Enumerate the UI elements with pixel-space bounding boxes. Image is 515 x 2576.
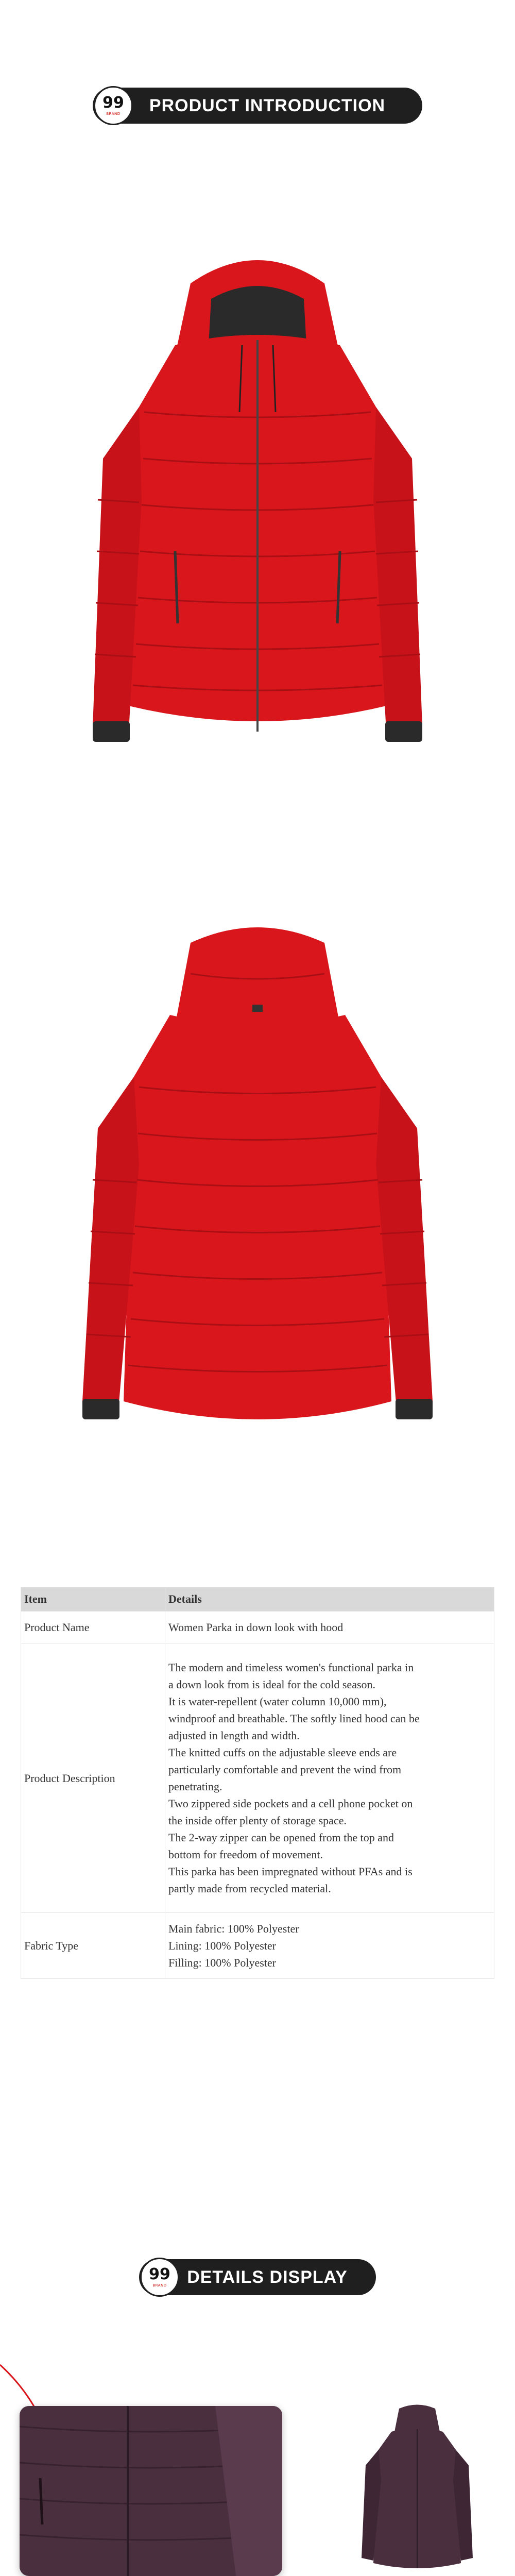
description-line: windproof and breathable. The softly lined hood can be xyxy=(168,1712,420,1725)
product-name-value: Women Parka in down look with hood xyxy=(165,1612,494,1643)
details-display-header xyxy=(139,2259,376,2295)
brand-badge-number: 99 xyxy=(102,94,124,112)
description-line: The knitted cuffs on the adjustable sleeve ends are xyxy=(168,1746,397,1759)
section-title-intro: PRODUCT INTRODUCTION xyxy=(149,95,386,115)
brand-badge xyxy=(140,2258,179,2297)
table-row xyxy=(21,1913,494,1979)
red-parka-front-image xyxy=(72,242,443,799)
table-row xyxy=(21,1643,494,1913)
brand-badge-subtitle: BRAND xyxy=(106,112,121,116)
table-row xyxy=(21,1612,494,1643)
description-line: The modern and timeless women's functional parka in xyxy=(168,1661,414,1674)
description-line: It is water-repellent (water column 10,000 mm), xyxy=(168,1695,387,1708)
section-title-details: DETAILS DISPLAY xyxy=(187,2267,348,2287)
plum-fabric-closeup xyxy=(20,2406,282,2576)
red-parka-back-image xyxy=(62,922,453,1463)
description-line: particularly comfortable and prevent the wind from xyxy=(168,1763,402,1776)
description-line: the inside offer plenty of storage space. xyxy=(168,1814,347,1827)
fabric-line: Main fabric: 100% Polyester xyxy=(168,1922,299,1935)
brand-badge-subtitle: BRAND xyxy=(152,2283,167,2287)
description-line: Two zippered side pockets and a cell phone pocket on xyxy=(168,1797,413,1810)
product-details-table xyxy=(21,1587,494,1979)
brand-badge-number: 99 xyxy=(149,2265,170,2283)
description-line: The 2-way zipper can be opened from the top and xyxy=(168,1831,394,1844)
product-thumb-plum xyxy=(355,2403,479,2576)
table-header-item: Item xyxy=(21,1587,165,1612)
description-line: adjusted in length and width. xyxy=(168,1729,300,1742)
brand-badge xyxy=(94,86,133,125)
product-description-label: Product Description xyxy=(21,1643,165,1913)
table-header-row xyxy=(21,1587,494,1612)
fabric-line: Filling: 100% Polyester xyxy=(168,1956,276,1969)
description-line: partly made from recycled material. xyxy=(168,1882,331,1895)
product-description-value xyxy=(165,1643,494,1913)
product-introduction-header xyxy=(93,88,422,124)
detail-closeup-plum xyxy=(20,2406,282,2576)
fabric-type-label: Fabric Type xyxy=(21,1913,165,1979)
table-header-details: Details xyxy=(165,1587,494,1612)
product-name-label: Product Name xyxy=(21,1612,165,1643)
product-image-front xyxy=(0,242,515,799)
fabric-line: Lining: 100% Polyester xyxy=(168,1939,276,1952)
description-line: penetrating. xyxy=(168,1780,222,1793)
fabric-type-value xyxy=(165,1913,494,1979)
description-line: This parka has been impregnated without PFAs and is xyxy=(168,1865,413,1878)
plum-parka-image xyxy=(355,2403,479,2573)
description-line: a down look from is ideal for the cold season. xyxy=(168,1678,376,1691)
description-line: bottom for freedom of movement. xyxy=(168,1848,323,1861)
product-image-back xyxy=(0,922,515,1463)
